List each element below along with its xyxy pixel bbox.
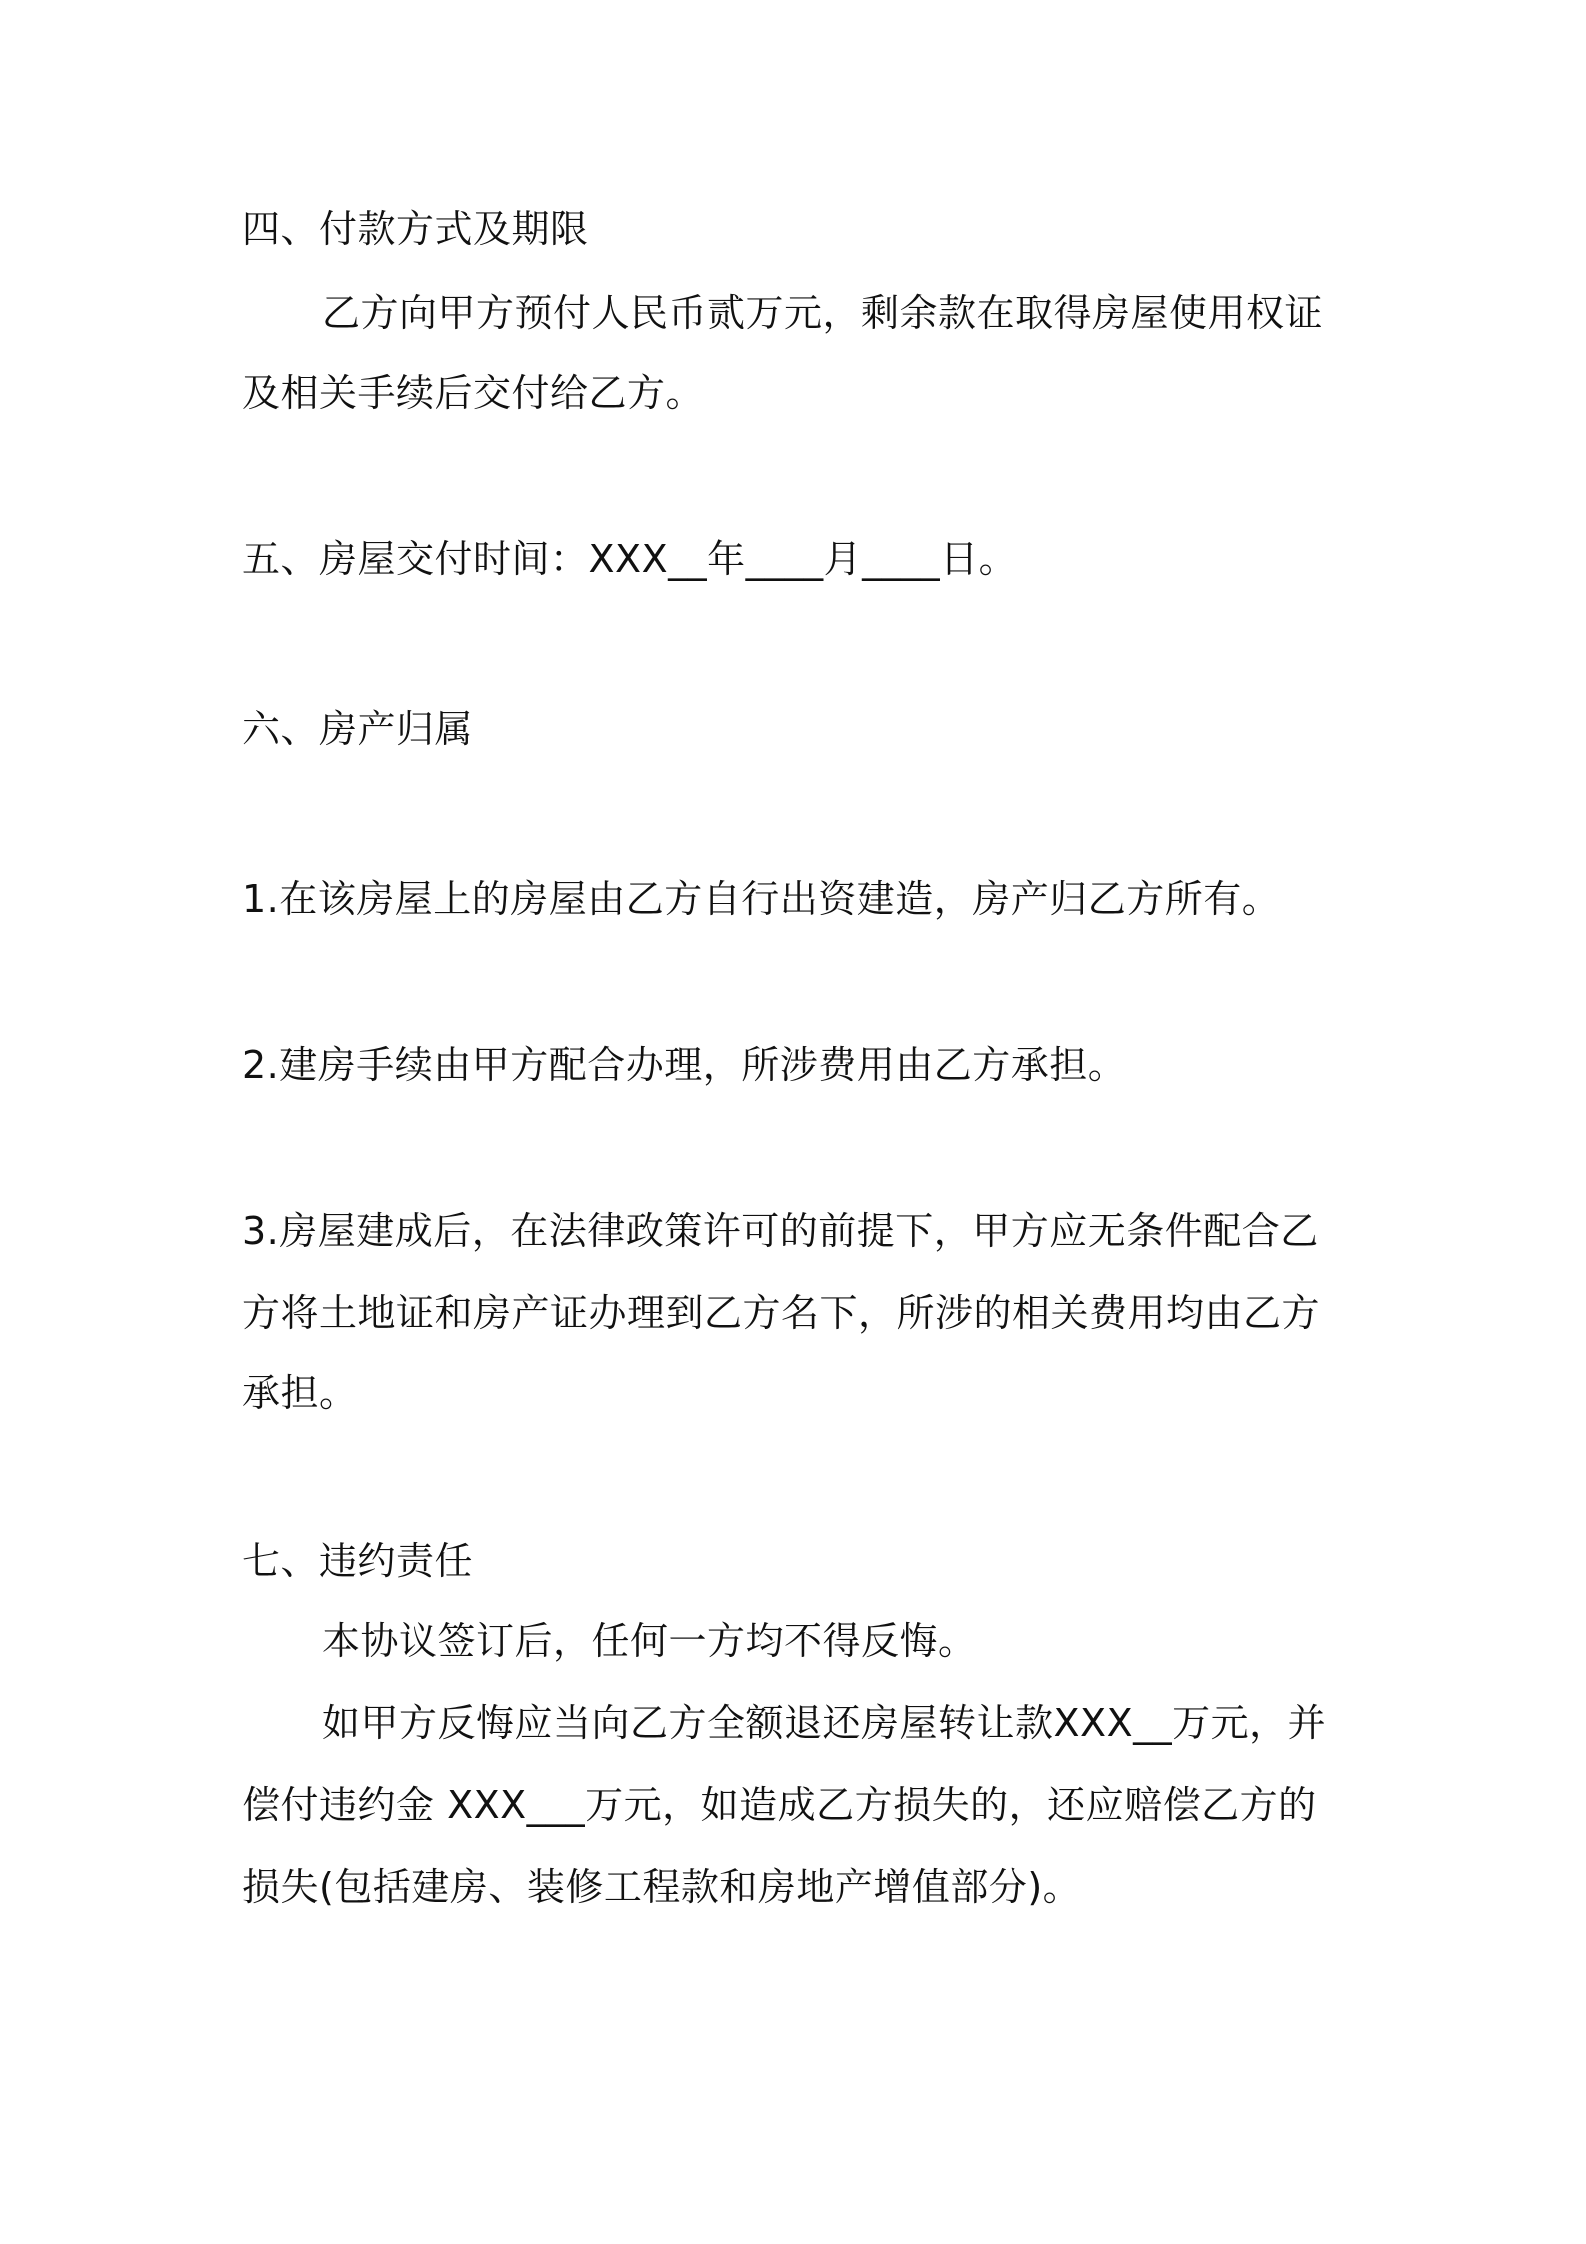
section-4-body-line-1: 乙方向甲方预付人民币贰万元，剩余款在取得房屋使用权证: [322, 291, 1324, 335]
section-6-item-3-line-3: 承担。: [242, 1371, 358, 1415]
section-4-body-line-2: 及相关手续后交付给乙方。: [242, 371, 705, 415]
section-7-para-1: 本协议签订后，任何一方均不得反悔。: [322, 1619, 977, 1663]
section-7-para-2-line-1: 如甲方反悔应当向乙方全额退还房屋转让款XXX__万元，并: [322, 1701, 1327, 1745]
section-5-heading: 五、房屋交付时间：XXX__年____月____日。: [242, 537, 1018, 581]
section-6-item-2: 2.建房手续由甲方配合办理，所涉费用由乙方承担。: [242, 1043, 1127, 1087]
section-7-heading: 七、违约责任: [242, 1539, 474, 1583]
section-4-heading: 四、付款方式及期限: [242, 207, 589, 251]
section-7-para-2-line-2: 偿付违约金 XXX___万元，如造成乙方损失的，还应赔偿乙方的: [242, 1783, 1317, 1827]
section-7-para-2-line-3: 损失(包括建房、装修工程款和房地产增值部分)。: [242, 1865, 1082, 1909]
section-6-item-3-line-2: 方将土地证和房产证办理到乙方名下，所涉的相关费用均由乙方: [242, 1291, 1321, 1335]
section-6-item-3-line-1: 3.房屋建成后，在法律政策许可的前提下，甲方应无条件配合乙: [242, 1209, 1319, 1253]
section-6-item-1: 1.在该房屋上的房屋由乙方自行出资建造，房产归乙方所有。: [242, 877, 1281, 921]
section-6-heading: 六、房产归属: [242, 707, 474, 751]
